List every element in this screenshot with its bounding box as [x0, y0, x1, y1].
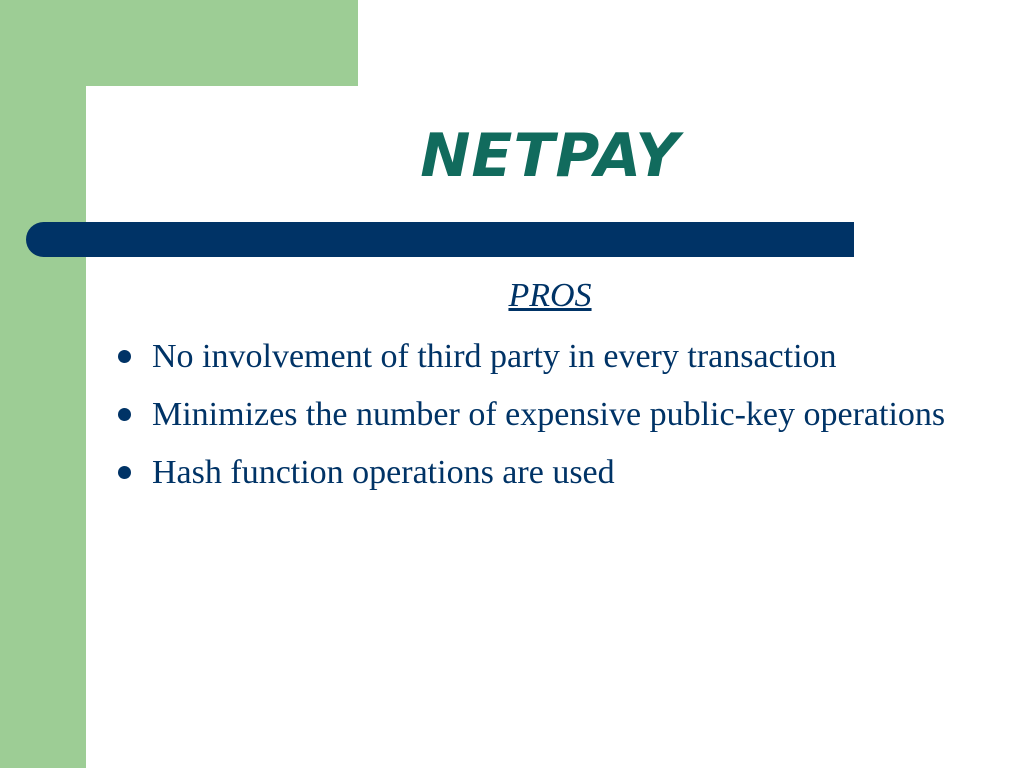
title-underline-bar [26, 222, 854, 257]
decorative-green-band-left [0, 0, 86, 768]
decorative-green-band-top [0, 0, 358, 86]
pros-subheading: PROS [508, 277, 592, 314]
bullet-item [110, 334, 1010, 380]
bullet-dot-icon [118, 350, 131, 363]
decorative-rounded-corner [86, 86, 166, 166]
slide-title: NETPAY [420, 121, 680, 191]
bullet-item [110, 392, 1010, 438]
bullet-dot-icon [118, 408, 131, 421]
bullet-text: Minimizes the number of expensive public-key operations [152, 396, 946, 433]
bullet-text: Hash function operations are used [152, 454, 615, 491]
bullet-text: No involvement of third party in every transaction [152, 338, 837, 375]
bullet-item [110, 450, 1010, 496]
bullet-dot-icon [118, 466, 131, 479]
bullet-list [110, 334, 1010, 508]
